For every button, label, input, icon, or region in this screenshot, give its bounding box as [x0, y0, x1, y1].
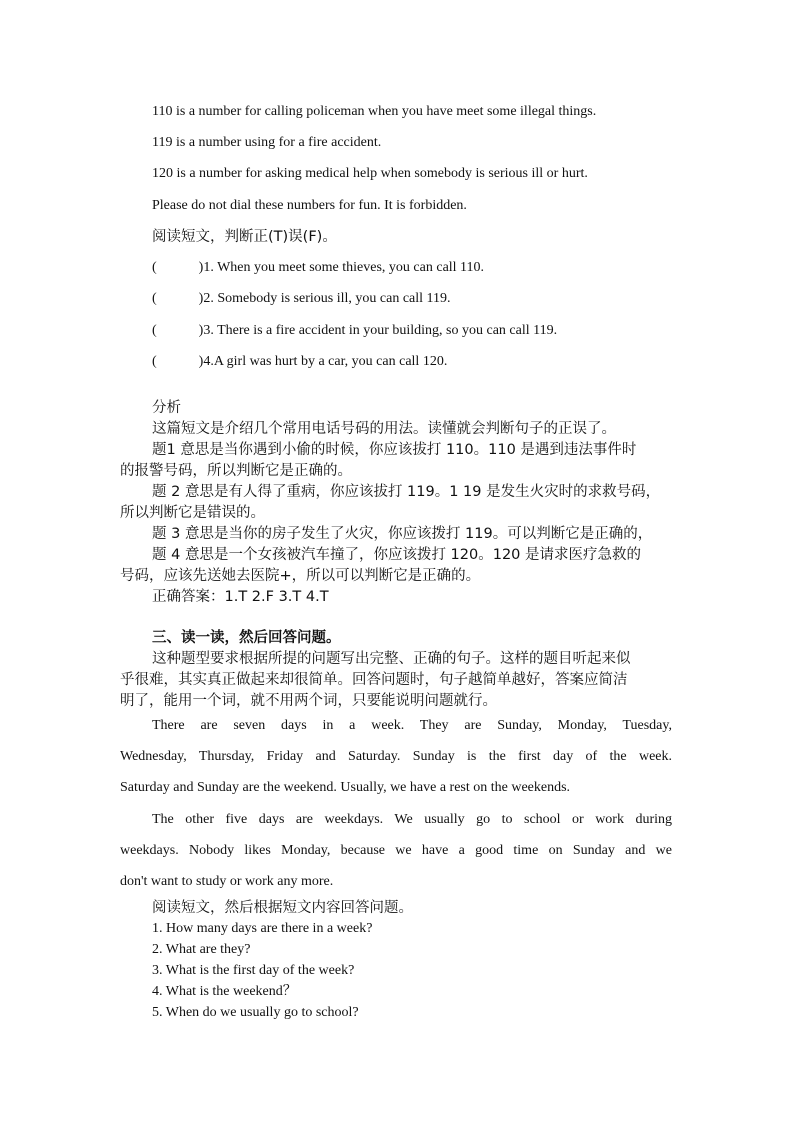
analysis-q4-line-1: 题 4 意思是一个女孩被汽车撞了，你应该拨打 120。120 是请求医疗急救的	[152, 547, 642, 563]
analysis-q1-line-2: 的报警号码，所以判断它是正确的。	[120, 463, 352, 479]
passage2-p2-line-2: weekdays. Nobody likes Monday, because we have a good time on Sunday and we	[120, 843, 672, 858]
tf-question-1: ( )1. When you meet some thieves, you can call 110.	[152, 260, 485, 275]
passage1-line-1: 110 is a number for calling policeman when you have meet some illegal things.	[152, 104, 597, 119]
analysis-q4-line-2: 号码，应该先送她去医院+，所以可以判断它是正确的。	[120, 568, 481, 584]
qa-question-3: 3. What is the first day of the week?	[152, 963, 355, 978]
qa-question-2: 2. What are they?	[152, 942, 251, 957]
analysis-q2-line-1: 题 2 意思是有人得了重病，你应该拔打 119。1 19 是发生火灾时的求救号码，	[152, 484, 661, 500]
analysis-intro: 这篇短文是介绍几个常用电话号码的用法。读懂就会判断句子的正误了。	[152, 421, 616, 437]
qa-question-1: 1. How many days are there in a week?	[152, 921, 373, 936]
passage2-p2-line-1: The other five days are weekdays. We usually go to school or work during	[152, 812, 672, 827]
section3-desc-line-2: 乎很难，其实真正做起来却很简单。回答问题时，句子越简单越好，答案应简洁	[120, 672, 628, 688]
passage1-line-2: 119 is a number using for a fire accident.	[152, 135, 382, 150]
qa-instruction: 阅读短文，然后根据短文内容回答问题。	[152, 900, 413, 916]
passage1-line-4: Please do not dial these numbers for fun. It is forbidden.	[152, 198, 467, 213]
tf-instruction: 阅读短文，判断正(T)误(F)。	[152, 229, 337, 245]
qa-question-4: 4. What is the weekend？	[152, 984, 297, 999]
section3-desc-line-3: 明了，能用一个词，就不用两个词，只要能说明问题就行。	[120, 693, 497, 709]
tf-question-2: ( )2. Somebody is serious ill, you can call 119.	[152, 291, 451, 306]
section3-desc-line-1: 这种题型要求根据所提的问题写出完整、正确的句子。这样的题目听起来似	[152, 651, 631, 667]
passage2-p1-line-2: Wednesday, Thursday, Friday and Saturday. Sunday is the first day of the week.	[120, 749, 672, 764]
passage1-line-3: 120 is a number for asking medical help when somebody is serious ill or hurt.	[152, 166, 588, 181]
analysis-q3: 题 3 意思是当你的房子发生了火灾，你应该拨打 119。可以判断它是正确的，	[152, 526, 653, 542]
analysis-heading: 分析	[152, 400, 181, 416]
passage2-p1-line-3: Saturday and Sunday are the weekend. Usually, we have a rest on the weekends.	[120, 780, 571, 795]
tf-question-3: ( )3. There is a fire accident in your building, so you can call 119.	[152, 323, 558, 338]
analysis-q1-line-1: 题1 意思是当你遇到小偷的时候，你应该拔打 110。110 是遇到违法事件时	[152, 442, 637, 458]
tf-question-4: ( )4.A girl was hurt by a car, you can call 120.	[152, 354, 448, 369]
section3-heading: 三、读一读，然后回答问题。	[152, 630, 341, 646]
analysis-q2-line-2: 所以判断它是错误的。	[120, 505, 265, 521]
analysis-answer: 正确答案：1.T 2.F 3.T 4.T	[152, 589, 329, 605]
passage2-p1-line-1: There are seven days in a week. They are Sunday, Monday, Tuesday,	[152, 718, 672, 733]
passage2-p2-line-3: don't want to study or work any more.	[120, 874, 334, 889]
qa-question-5: 5. When do we usually go to school?	[152, 1005, 359, 1020]
